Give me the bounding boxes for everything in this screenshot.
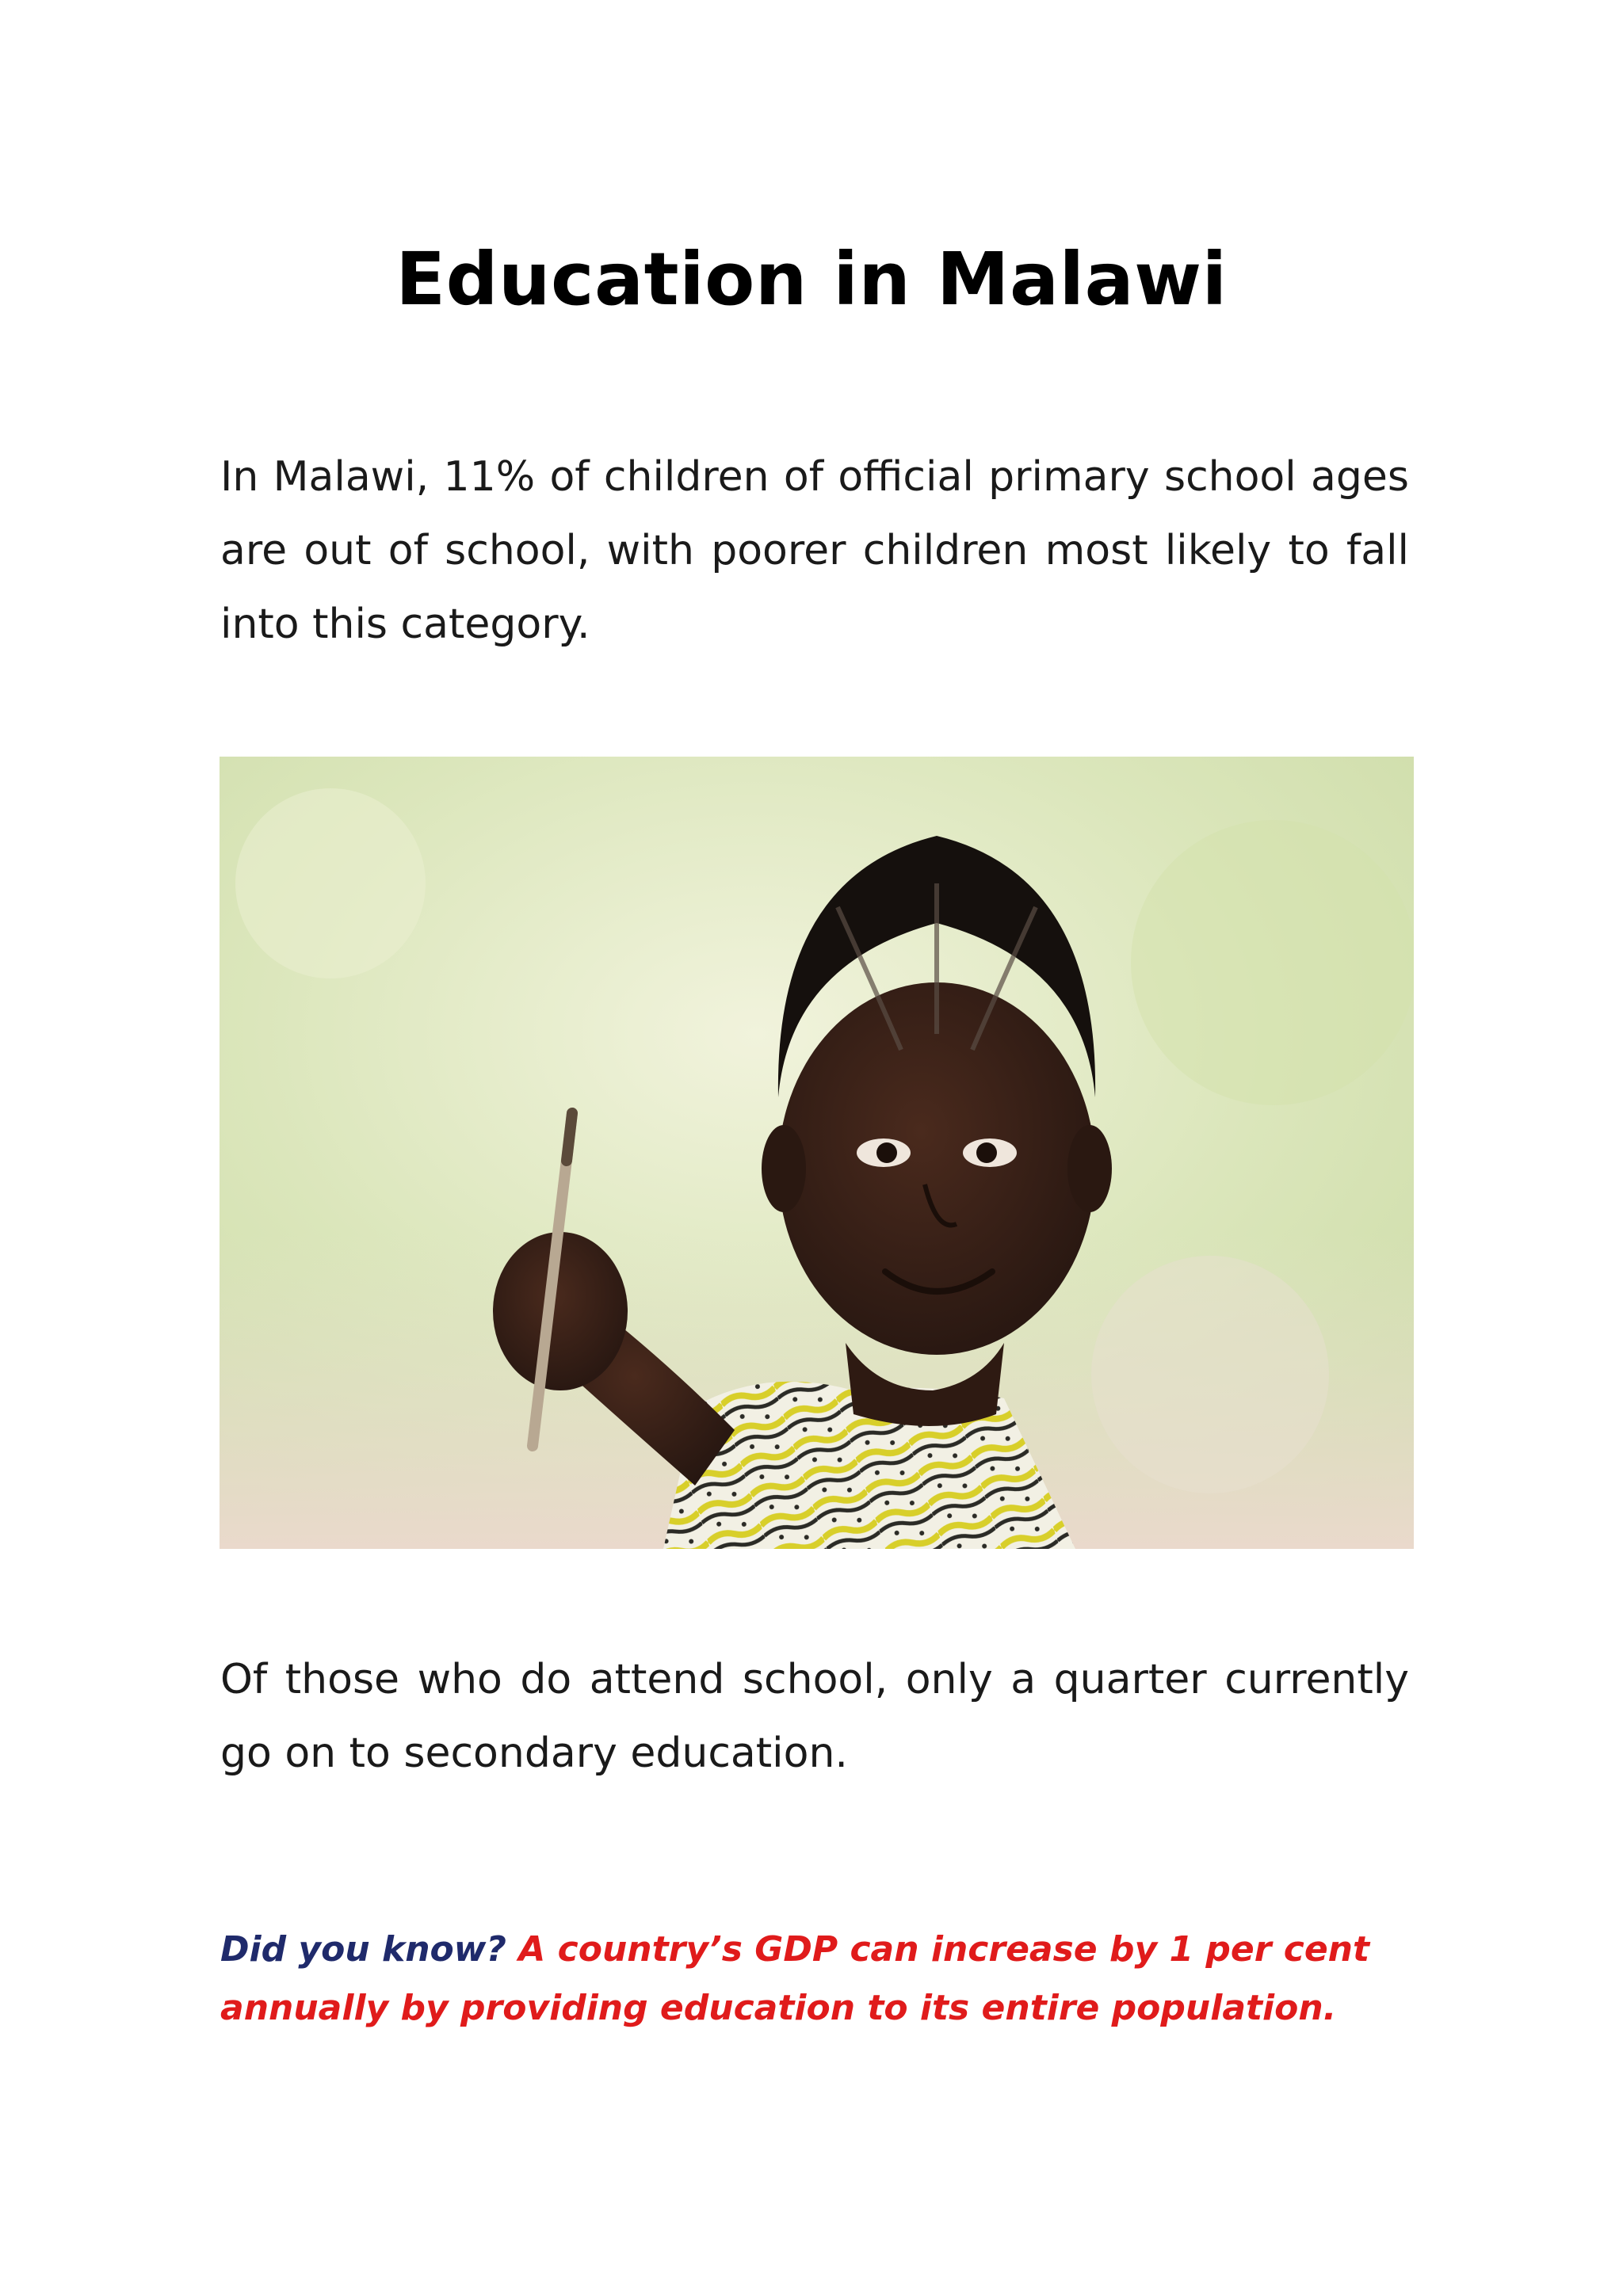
did-you-know-lead: Did you know? [220,1929,506,1970]
intro-paragraph: In Malawi, 11% of children of official primary school ages are out of school, with poorer children most likely to fall into this category. [220,453,1409,648]
did-you-know-text: A country’s GDP can increase by 1 per cent annually by providing education to its entire population. [220,1929,1370,2028]
page-title: Education in Malawi [395,237,1228,322]
secondary-education-paragraph: Of those who do attend school, only a quarter currently go on to secondary education. [220,1656,1409,1777]
girl-with-pencil-photo [220,757,1414,1549]
photo-illustration [220,757,1414,1549]
did-you-know-callout [220,1920,1409,2038]
